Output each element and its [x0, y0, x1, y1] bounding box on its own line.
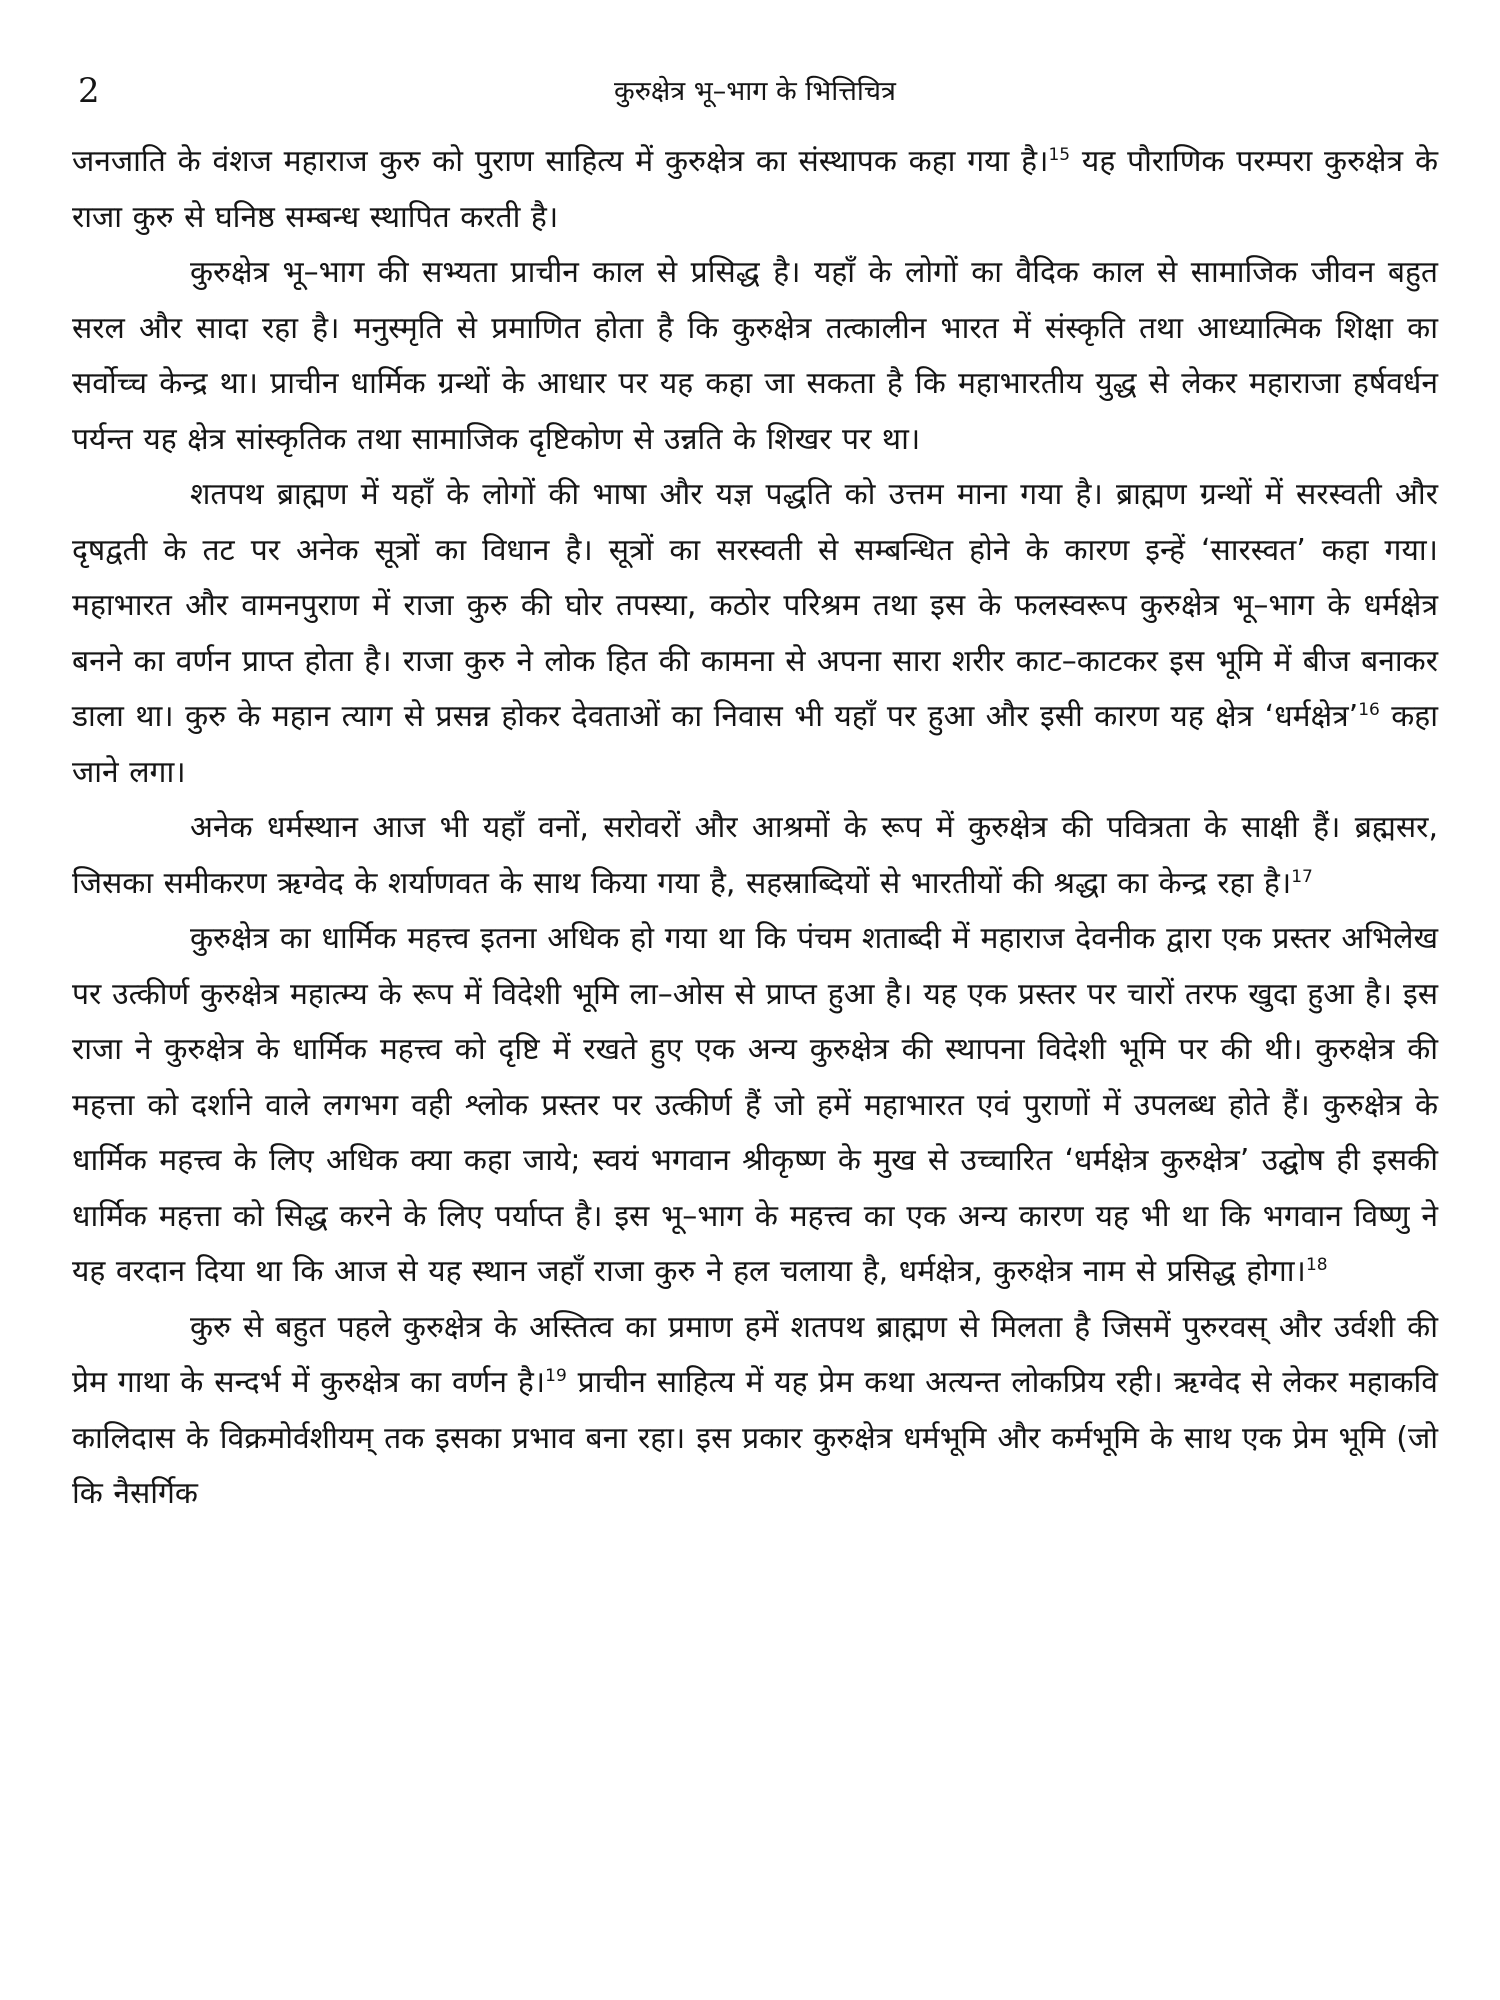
- paragraph: [72, 911, 1438, 1300]
- document-page: [72, 72, 1438, 1972]
- footnote-ref: 19: [545, 1366, 567, 1386]
- paragraph: [72, 245, 1438, 467]
- page-header: [72, 72, 1438, 132]
- footnote-ref: 18: [1305, 1255, 1328, 1275]
- paragraph: [72, 134, 1438, 245]
- paragraph: [72, 467, 1438, 800]
- paragraph-text: यह पौराणिक परम्परा कुरुक्षेत्र के राजा कुरु से घनिष्ठ सम्बन्ध स्थापित करती है।: [72, 144, 1438, 235]
- paragraph-text: शतपथ ब्राह्मण में यहाँ के लोगों की भाषा और यज्ञ पद्धति को उत्तम माना गया है। ब्राह्मण ग्रन्थों में सरस्वती और दृषद्वती के तट पर अनेक सूत्रों का विधान है। सूत्रों का सरस्वती से सम्बन्धित होने के कारण इन्हें ‘सारस्वत’ कहा गया। महाभारत और वामनपुराण में राजा कुरु की घोर तपस्या, कठोर परिश्रम तथा इस के फलस्वरूप कुरुक्षेत्र भू–भाग के धर्मक्षेत्र बनने का वर्णन प्राप्त होता है। राजा कुरु ने लोक हित की कामना से अपना सारा शरीर काट–काटकर इस भूमि में बीज बनाकर डाला था। कुरु के महान त्याग से प्रसन्न होकर देवताओं का निवास भी यहाँ पर हुआ और इसी कारण यह क्षेत्र ‘धर्मक्षेत्र’: [72, 477, 1438, 734]
- paragraph-text: कुरुक्षेत्र का धार्मिक महत्त्व इतना अधिक हो गया था कि पंचम शताब्दी में महाराज देवनीक द्वारा एक प्रस्तर अभिलेख पर उत्कीर्ण कुरुक्षेत्र महात्म्य के रूप में विदेशी भूमि ला–ओस से प्राप्त हुआ है। यह एक प्रस्तर पर चारों तरफ खुदा हुआ है। इस राजा ने कुरुक्षेत्र के धार्मिक महत्त्व को दृष्टि में रखते हुए एक अन्य कुरुक्षेत्र की स्थापना विदेशी भूमि पर की थी। कुरुक्षेत्र की महत्ता को दर्शाने वाले लगभग वही श्लोक प्रस्तर पर उत्कीर्ण हैं जो हमें महाभारत एवं पुराणों में उपलब्ध होते हैं। कुरुक्षेत्र के धार्मिक महत्त्व के लिए अधिक क्या कहा जाये; स्वयं भगवान श्रीकृष्ण के मुख से उच्चारित ‘धर्मक्षेत्र कुरुक्षेत्र’ उद्घोष ही इसकी धार्मिक महत्ता को सिद्ध करने के लिए पर्याप्त है। इस भू–भाग के महत्त्व का एक अन्य कारण यह भी था कि भगवान विष्णु ने यह वरदान दिया था कि आज से यह स्थान जहाँ राजा कुरु ने हल चलाया है, धर्मक्षेत्र, कुरुक्षेत्र नाम से प्रसिद्ध होगा।: [72, 921, 1438, 1289]
- footnote-ref: 16: [1358, 700, 1380, 720]
- paragraph-text: कुरु से बहुत पहले कुरुक्षेत्र के अस्तित्व का प्रमाण हमें शतपथ ब्राह्मण से मिलता है जिसमें पुरुरवस् और उर्वशी की प्रेम गाथा के सन्दर्भ में कुरुक्षेत्र का वर्णन है।: [72, 1309, 1438, 1400]
- paragraph: [72, 800, 1438, 911]
- paragraph-text: जनजाति के वंशज महाराज कुरु को पुराण साहित्य में कुरुक्षेत्र का संस्थापक कहा गया है।: [72, 144, 1049, 179]
- page-number: 2: [78, 71, 100, 111]
- footnote-ref: 15: [1048, 145, 1071, 165]
- paragraph-text: अनेक धर्मस्थान आज भी यहाँ वनों, सरोवरों और आश्रमों के रूप में कुरुक्षेत्र की पवित्रता के साक्षी हैं। ब्रह्मसर, जिसका समीकरण ऋग्वेद के शर्याणवत के साथ किया गया है, सहस्राब्दियों से भारतीयों की श्रद्धा का केन्द्र रहा है।: [72, 810, 1438, 901]
- paragraph-text: प्राचीन साहित्य में यह प्रेम कथा अत्यन्त लोकप्रिय रही। ऋग्वेद से लेकर महाकवि कालिदास के विक्रमोर्वशीयम् तक इसका प्रभाव बना रहा। इस प्रकार कुरुक्षेत्र धर्मभूमि और कर्मभूमि के साथ एक प्रेम भूमि (जो कि नैसर्गिक: [72, 1365, 1438, 1511]
- paragraph-text: कुरुक्षेत्र भू–भाग की सभ्यता प्राचीन काल से प्रसिद्ध है। यहाँ के लोगों का वैदिक काल से सामाजिक जीवन बहुत सरल और सादा रहा है। मनुस्मृति से प्रमाणित होता है कि कुरुक्षेत्र तत्कालीन भारत में संस्कृति तथा आध्यात्मिक शिक्षा का सर्वोच्च केन्द्र था। प्राचीन धार्मिक ग्रन्थों के आधार पर यह कहा जा सकता है कि महाभारतीय युद्ध से लेकर महाराजा हर्षवर्धन पर्यन्त यह क्षेत्र सांस्कृतिक तथा सामाजिक दृष्टिकोण से उन्नति के शिखर पर था।: [72, 255, 1438, 457]
- running-title: कुरुक्षेत्र भू–भाग के भित्तिचित्र: [614, 76, 896, 107]
- body-text: [72, 134, 1438, 1522]
- footnote-ref: 17: [1291, 866, 1313, 887]
- paragraph: [72, 1300, 1438, 1522]
- paragraph-text: कहा जाने लगा।: [72, 699, 1439, 790]
